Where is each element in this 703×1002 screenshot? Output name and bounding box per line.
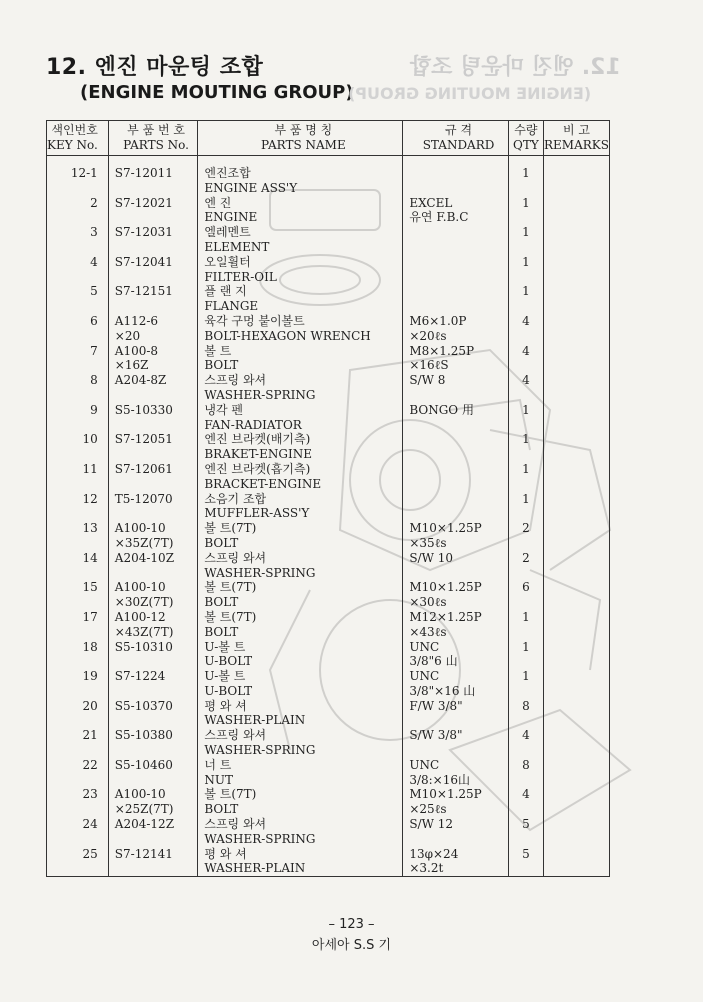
part-name-cell: 엔진조합 ENGINE ASS'Y xyxy=(198,156,403,196)
standard-cell: M10×1.25P ×35ℓs xyxy=(403,521,508,551)
table-row xyxy=(47,255,610,285)
standard-cell: S/W 3/8" xyxy=(403,728,508,758)
standard-cell: BONGO 用 xyxy=(403,403,508,433)
part-name-cell: 엘레멘트 ELEMENT xyxy=(198,225,403,255)
page-number: – 123 – xyxy=(328,917,375,932)
part-name-cell: 플 랜 지 FLANGE xyxy=(198,284,403,314)
part-name-cell: 엔진 브라켓(흡기측) BRACKET-ENGINE xyxy=(198,462,403,492)
part-name-cell: 볼 트(7T) BOLT xyxy=(198,521,403,551)
page-title-korean: 12. 엔진 마운팅 조합 xyxy=(46,55,264,80)
table-row xyxy=(47,669,610,699)
table-row xyxy=(47,373,610,403)
part-name-cell: 평 와 셔 WASHER-PLAIN xyxy=(198,699,403,729)
part-number-cell: A100-8 ×16Z xyxy=(108,344,198,374)
part-number-cell: T5-12070 xyxy=(108,492,198,522)
table-row xyxy=(47,699,610,729)
standard-cell: S/W 10 xyxy=(403,551,508,581)
part-number-cell: S7-12041 xyxy=(108,255,198,285)
key-number-cell: 15 xyxy=(47,580,109,610)
table-row xyxy=(47,847,610,877)
key-number-cell: 13 xyxy=(47,521,109,551)
qty-cell: 5 xyxy=(508,817,543,847)
qty-cell: 4 xyxy=(508,728,543,758)
remarks-cell xyxy=(544,521,610,551)
qty-cell: 1 xyxy=(508,462,543,492)
table-row xyxy=(47,462,610,492)
standard-cell: M10×1.25P ×25ℓs xyxy=(403,787,508,817)
standard-cell: UNC 3/8:×16山 xyxy=(403,758,508,788)
qty-cell: 1 xyxy=(508,640,543,670)
qty-cell: 4 xyxy=(508,314,543,344)
remarks-cell xyxy=(544,847,610,877)
part-number-cell: S7-12061 xyxy=(108,462,198,492)
key-number-cell: 11 xyxy=(47,462,109,492)
part-name-cell: 육각 구멍 붙이볼트 BOLT-HEXAGON WRENCH xyxy=(198,314,403,344)
part-number-cell: A204-10Z xyxy=(108,551,198,581)
column-header-remarks: 비 고 REMARKS xyxy=(544,121,610,156)
table-row xyxy=(47,551,610,581)
part-name-cell: 스프링 와셔 WASHER-SPRING xyxy=(198,817,403,847)
remarks-cell xyxy=(544,403,610,433)
standard-cell: 13φ×24 ×3.2t xyxy=(403,847,508,877)
qty-cell: 5 xyxy=(508,847,543,877)
part-number-cell: A204-12Z xyxy=(108,817,198,847)
table-row xyxy=(47,284,610,314)
key-number-cell: 12 xyxy=(47,492,109,522)
table-row xyxy=(47,156,610,196)
qty-cell: 1 xyxy=(508,610,543,640)
part-name-cell: 엔진 브라켓(배기측) BRAKET-ENGINE xyxy=(198,432,403,462)
key-number-cell: 12-1 xyxy=(47,156,109,196)
standard-cell: S/W 12 xyxy=(403,817,508,847)
key-number-cell: 17 xyxy=(47,610,109,640)
column-header-key: 색인번호 KEY No. xyxy=(47,121,109,156)
key-number-cell: 9 xyxy=(47,403,109,433)
remarks-cell xyxy=(544,699,610,729)
key-number-cell: 22 xyxy=(47,758,109,788)
table-row xyxy=(47,640,610,670)
standard-cell: S/W 8 xyxy=(403,373,508,403)
part-name-cell: 볼 트(7T) BOLT xyxy=(198,610,403,640)
standard-cell: UNC 3/8"6 山 xyxy=(403,640,508,670)
table-row xyxy=(47,314,610,344)
column-header-part-no: 부 품 번 호 PARTS No. xyxy=(108,121,198,156)
standard-cell xyxy=(403,492,508,522)
remarks-cell xyxy=(544,551,610,581)
standard-cell: UNC 3/8"×16 山 xyxy=(403,669,508,699)
remarks-cell xyxy=(544,787,610,817)
standard-cell xyxy=(403,284,508,314)
part-number-cell: A100-10 ×25Z(7T) xyxy=(108,787,198,817)
part-name-cell: U-볼 트 U-BOLT xyxy=(198,669,403,699)
standard-cell xyxy=(403,255,508,285)
key-number-cell: 20 xyxy=(47,699,109,729)
remarks-cell xyxy=(544,462,610,492)
standard-cell xyxy=(403,156,508,196)
key-number-cell: 6 xyxy=(47,314,109,344)
remarks-cell xyxy=(544,156,610,196)
qty-cell: 1 xyxy=(508,225,543,255)
remarks-cell xyxy=(544,610,610,640)
part-name-cell: 너 트 NUT xyxy=(198,758,403,788)
part-name-cell: 엔 진 ENGINE xyxy=(198,196,403,226)
key-number-cell: 21 xyxy=(47,728,109,758)
table-row xyxy=(47,225,610,255)
bleed-through-title-english: (ENGINE MOUTING GROUP) xyxy=(348,84,592,103)
remarks-cell xyxy=(544,255,610,285)
qty-cell: 8 xyxy=(508,758,543,788)
qty-cell: 1 xyxy=(508,196,543,226)
key-number-cell: 14 xyxy=(47,551,109,581)
standard-cell: F/W 3/8" xyxy=(403,699,508,729)
key-number-cell: 19 xyxy=(47,669,109,699)
key-number-cell: 25 xyxy=(47,847,109,877)
parts-table xyxy=(46,120,610,877)
remarks-cell xyxy=(544,225,610,255)
company-name: 아세아 S.S 기 xyxy=(311,938,392,953)
qty-cell: 1 xyxy=(508,255,543,285)
table-row xyxy=(47,344,610,374)
key-number-cell: 4 xyxy=(47,255,109,285)
part-number-cell: S5-10460 xyxy=(108,758,198,788)
standard-cell xyxy=(403,462,508,492)
remarks-cell xyxy=(544,284,610,314)
part-name-cell: 볼 트(7T) BOLT xyxy=(198,580,403,610)
part-name-cell: 스프링 와셔 WASHER-SPRING xyxy=(198,551,403,581)
standard-cell: M6×1.0P ×20ℓs xyxy=(403,314,508,344)
part-name-cell: 볼 트 BOLT xyxy=(198,344,403,374)
part-number-cell: S5-10310 xyxy=(108,640,198,670)
key-number-cell: 3 xyxy=(47,225,109,255)
part-name-cell: 소음기 조합 MUFFLER-ASS'Y xyxy=(198,492,403,522)
key-number-cell: 2 xyxy=(47,196,109,226)
key-number-cell: 10 xyxy=(47,432,109,462)
remarks-cell xyxy=(544,728,610,758)
qty-cell: 1 xyxy=(508,669,543,699)
bleed-through-title-korean: 12. 엔진 마운팅 조합 xyxy=(410,55,621,80)
table-row xyxy=(47,580,610,610)
page-title-english: (ENGINE MOUTING GROUP) xyxy=(80,82,354,103)
qty-cell: 2 xyxy=(508,521,543,551)
remarks-cell xyxy=(544,758,610,788)
column-header-qty: 수량 QTY xyxy=(508,121,543,156)
part-number-cell: S7-12021 xyxy=(108,196,198,226)
standard-cell xyxy=(403,225,508,255)
key-number-cell: 7 xyxy=(47,344,109,374)
key-number-cell: 5 xyxy=(47,284,109,314)
key-number-cell: 23 xyxy=(47,787,109,817)
part-name-cell: U-볼 트 U-BOLT xyxy=(198,640,403,670)
column-header-part-name: 부 품 명 칭 PARTS NAME xyxy=(198,121,403,156)
remarks-cell xyxy=(544,432,610,462)
part-number-cell: A112-6 ×20 xyxy=(108,314,198,344)
part-name-cell: 냉각 펜 FAN-RADIATOR xyxy=(198,403,403,433)
remarks-cell xyxy=(544,640,610,670)
qty-cell: 4 xyxy=(508,344,543,374)
part-name-cell: 볼 트(7T) BOLT xyxy=(198,787,403,817)
remarks-cell xyxy=(544,373,610,403)
key-number-cell: 18 xyxy=(47,640,109,670)
table-row xyxy=(47,817,610,847)
table-row xyxy=(47,728,610,758)
part-name-cell: 스프링 와셔 WASHER-SPRING xyxy=(198,373,403,403)
remarks-cell xyxy=(544,817,610,847)
standard-cell: M12×1.25P ×43ℓs xyxy=(403,610,508,640)
qty-cell: 1 xyxy=(508,403,543,433)
table-row xyxy=(47,758,610,788)
standard-cell: M8×1.25P ×16ℓS xyxy=(403,344,508,374)
table-row xyxy=(47,610,610,640)
table-header-row xyxy=(47,121,610,156)
part-number-cell: S7-12141 xyxy=(108,847,198,877)
table-row xyxy=(47,403,610,433)
table-row xyxy=(47,196,610,226)
standard-cell: EXCEL 유연 F.B.C xyxy=(403,196,508,226)
remarks-cell xyxy=(544,314,610,344)
part-number-cell: S5-10380 xyxy=(108,728,198,758)
table-row xyxy=(47,432,610,462)
qty-cell: 4 xyxy=(508,787,543,817)
part-number-cell: A204-8Z xyxy=(108,373,198,403)
standard-cell xyxy=(403,432,508,462)
table-row xyxy=(47,521,610,551)
qty-cell: 6 xyxy=(508,580,543,610)
qty-cell: 8 xyxy=(508,699,543,729)
qty-cell: 2 xyxy=(508,551,543,581)
part-number-cell: A100-10 ×30Z(7T) xyxy=(108,580,198,610)
remarks-cell xyxy=(544,669,610,699)
key-number-cell: 8 xyxy=(47,373,109,403)
table-row xyxy=(47,787,610,817)
part-number-cell: A100-10 ×35Z(7T) xyxy=(108,521,198,551)
part-number-cell: S5-10370 xyxy=(108,699,198,729)
column-header-standard: 규 격 STANDARD xyxy=(403,121,508,156)
standard-cell: M10×1.25P ×30ℓs xyxy=(403,580,508,610)
remarks-cell xyxy=(544,492,610,522)
qty-cell: 1 xyxy=(508,432,543,462)
qty-cell: 1 xyxy=(508,156,543,196)
key-number-cell: 24 xyxy=(47,817,109,847)
remarks-cell xyxy=(544,580,610,610)
part-number-cell: S5-10330 xyxy=(108,403,198,433)
table-row xyxy=(47,492,610,522)
part-name-cell: 평 와 셔 WASHER-PLAIN xyxy=(198,847,403,877)
part-name-cell: 오일휠터 FILTER-OIL xyxy=(198,255,403,285)
qty-cell: 1 xyxy=(508,284,543,314)
remarks-cell xyxy=(544,196,610,226)
part-name-cell: 스프링 와셔 WASHER-SPRING xyxy=(198,728,403,758)
part-number-cell: S7-12011 xyxy=(108,156,198,196)
qty-cell: 4 xyxy=(508,373,543,403)
part-number-cell: S7-12031 xyxy=(108,225,198,255)
qty-cell: 1 xyxy=(508,492,543,522)
part-number-cell: A100-12 ×43Z(7T) xyxy=(108,610,198,640)
part-number-cell: S7-1224 xyxy=(108,669,198,699)
part-number-cell: S7-12051 xyxy=(108,432,198,462)
part-number-cell: S7-12151 xyxy=(108,284,198,314)
remarks-cell xyxy=(544,344,610,374)
